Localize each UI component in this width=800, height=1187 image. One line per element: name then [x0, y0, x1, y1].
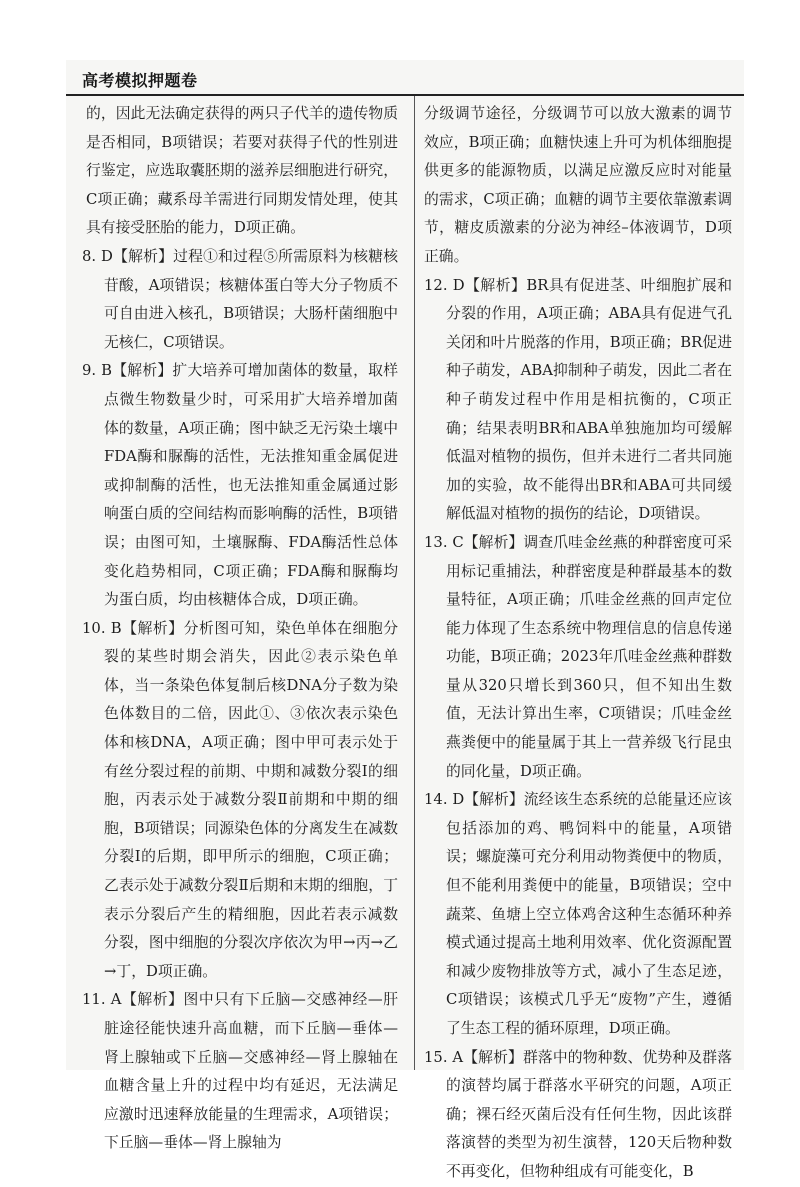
answer-item-12: 12. D【解析】BR具有促进茎、叶细胞扩展和分裂的作用，A项正确；ABA具有促进气孔关闭和叶片脱落的作用，B项正确；BR促进种子萌发，ABA抑制种子萌发，因此二者在种子萌发过程中作用是相抗衡的，C项正确；结果表明BR和ABA单独施加均可缓解低温对植物的损伤，但并未进行二者共同施加的实验，故不能得出BR和ABA可共同缓解低温对植物的损伤的结论，D项错误。 [424, 276, 732, 523]
answer-continuation: 的，因此无法确定获得的两只子代羊的遗传物质是否相同，B项错误；若要对获得子代的性别进行鉴定，应选取囊胚期的滋养层细胞进行研究，C项正确；藏系母羊需进行同期发情处理，使其具有接受胚胎的能力，D项正确。 [86, 105, 398, 237]
answer-item-14: 14. D【解析】流经该生态系统的总能量还应该包括添加的鸡、鸭饲料中的能量，A项错误；螺旋藻可充分利用动物粪便中的物质，但不能利用粪便中的能量，B项错误；空中蔬菜、鱼塘上空立体鸡舍这种生态循环种养模式通过提高土地利用效率、优化资源配置和减少废物排放等方式，减小了生态足迹，C项错误；该模式几乎无“废物”产生，遵循了生态工程的循环原理，D项正确。 [424, 791, 732, 1037]
left-column [82, 100, 398, 1158]
answer-continuation: 分级调节途径，分级调节可以放大激素的调节效应，B项正确；血糖快速上升可为机体细胞提供更多的能源物质，以满足应激反应时对能量的需求，C项正确；血糖的调节主要依靠激素调节，糖皮质激素的分泌为神经–体液调节，D项正确。 [424, 105, 732, 265]
column-divider [414, 96, 415, 1070]
answer-item-9: 9. B【解析】扩大培养可增加菌体的数量，取样点微生物数量少时，可采用扩大培养增加菌体的数量，A项正确；图中缺乏无污染土壤中FDA酶和脲酶的活性，无法推知重金属促进或抑制酶的活性，也无法推知重金属通过影响蛋白质的空间结构而影响酶的活性，B项错误；由图可知，土壤脲酶、FDA酶活性总体变化趋势相同，C项正确；FDA酶和脲酶均为蛋白质，均由核糖体合成，D项正确。 [82, 362, 398, 609]
answer-item-10: 10. B【解析】分析图可知，染色单体在细胞分裂的某些时期会消失，因此②表示染色单体，当一条染色体复制后核DNA分子数为染色体数目的二倍，因此①、③依次表示染色体和核DNA，A项正确；图中甲可表示处于有丝分裂过程的前期、中期和减数分裂Ⅰ的细胞，丙表示处于减数分裂Ⅱ前期和中期的细胞，B项错误；同源染色体的分离发生在减数分裂Ⅰ的后期，即甲所示的细胞，C项正确；乙表示处于减数分裂Ⅱ后期和末期的细胞，丁表示分裂后产生的精细胞，因此若表示减数分裂，图中细胞的分裂次序依次为甲→丙→乙→丁，D项正确。 [82, 619, 398, 980]
right-column [424, 100, 732, 1187]
answer-item-13: 13. C【解析】调查爪哇金丝燕的种群密度可采用标记重捕法，种群密度是种群最基本的数量特征，A项正确；爪哇金丝燕的回声定位能力体现了生态系统中物理信息的信息传递功能，B项正确；2023年爪哇金丝燕种群数量从320只增长到360只，但不知出生数值，无法计算出生率，C项错误；爪哇金丝燕粪便中的能量属于其上一营养级飞行昆虫的同化量，D项正确。 [424, 533, 732, 780]
header-rule [66, 94, 744, 96]
answer-item-11: 11. A【解析】图中只有下丘脑—交感神经—肝脏途径能快速升高血糖，而下丘脑—垂体—肾上腺轴或下丘脑—交感神经—肾上腺轴在血糖含量上升的过程中均有延迟，无法满足应激时迅速释放能量的生理需求，A项错误；下丘脑—垂体—肾上腺轴为 [82, 991, 398, 1152]
page-header-title: 高考模拟押题卷 [82, 71, 198, 90]
answer-item-8: 8. D【解析】过程①和过程⑤所需原料为核糖核苷酸，A项错误；核糖体蛋白等大分子物质不可自由进入核孔，B项错误；大肠杆菌细胞中无核仁，C项错误。 [82, 247, 398, 351]
answer-item-15: 15. A【解析】群落中的物种数、优势种及群落的演替均属于群落水平研究的问题，A项正确；裸石经灭菌后没有任何生物，因此该群落演替的类型为初生演替，120天后物种数不再变化，但物种组成有可能变化，B [424, 1048, 732, 1180]
